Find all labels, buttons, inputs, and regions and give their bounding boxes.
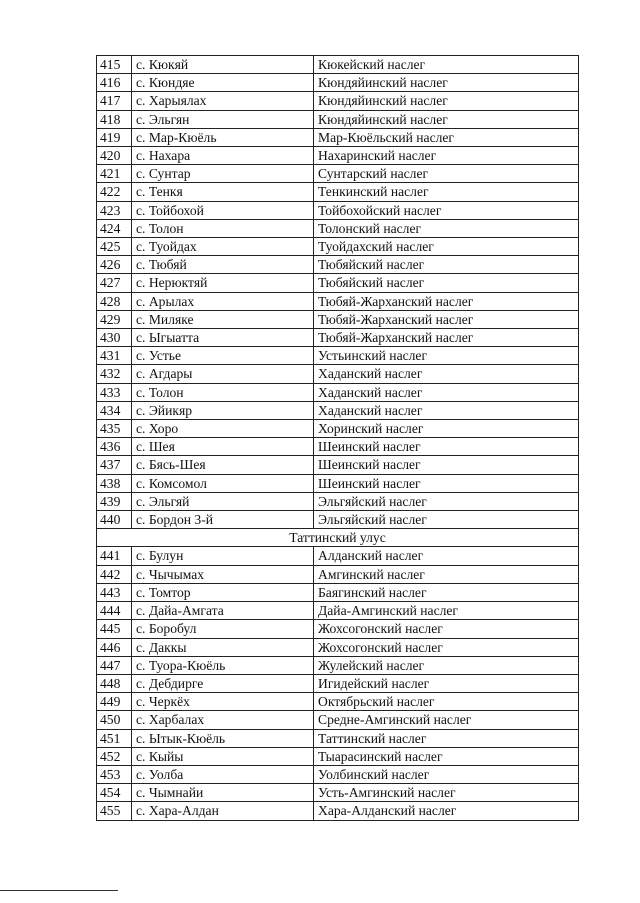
village-name: с. Миляке: [132, 310, 314, 328]
village-name: с. Чымнайи: [132, 784, 314, 802]
nasleg-name: Таттинский наслег: [314, 729, 579, 747]
nasleg-name: Нахаринский наслег: [314, 147, 579, 165]
table-row: [97, 802, 579, 820]
table-row: [97, 274, 579, 292]
row-number: 455: [97, 802, 132, 820]
row-number: 419: [97, 128, 132, 146]
table-row: [97, 383, 579, 401]
village-name: с. Дебдирге: [132, 674, 314, 692]
village-name: с. Тюбяй: [132, 256, 314, 274]
row-number: 444: [97, 602, 132, 620]
row-number: 448: [97, 674, 132, 692]
row-number: 439: [97, 492, 132, 510]
table-row: [97, 620, 579, 638]
table-row: [97, 165, 579, 183]
village-name: с. Толон: [132, 383, 314, 401]
nasleg-name: Тыарасинский наслег: [314, 747, 579, 765]
nasleg-name: Сунтарский наслег: [314, 165, 579, 183]
nasleg-name: Кюндяйинский наслег: [314, 110, 579, 128]
nasleg-name: Тюбяй-Жарханский наслег: [314, 292, 579, 310]
row-number: 452: [97, 747, 132, 765]
nasleg-name: Хаданский наслег: [314, 401, 579, 419]
village-name: с. Эльгяй: [132, 492, 314, 510]
row-number: 425: [97, 238, 132, 256]
row-number: 453: [97, 765, 132, 783]
row-number: 415: [97, 56, 132, 74]
table-row: [97, 565, 579, 583]
table-row: [97, 292, 579, 310]
nasleg-name: Жулейский наслег: [314, 656, 579, 674]
village-name: с. Комсомол: [132, 474, 314, 492]
nasleg-name: Устьинский наслег: [314, 347, 579, 365]
village-name: с. Агдары: [132, 365, 314, 383]
row-number: 424: [97, 219, 132, 237]
nasleg-name: Жохсогонский наслег: [314, 620, 579, 638]
table-row: [97, 219, 579, 237]
nasleg-name: Тойбохойский наслег: [314, 201, 579, 219]
nasleg-name: Хара-Алданский наслег: [314, 802, 579, 820]
nasleg-name: Мар-Кюёльский наслег: [314, 128, 579, 146]
settlements-table: [96, 55, 579, 821]
nasleg-name: Хаданский наслег: [314, 383, 579, 401]
table-row: [97, 656, 579, 674]
village-name: с. Мар-Кюёль: [132, 128, 314, 146]
row-number: 436: [97, 438, 132, 456]
table-body-lower: [97, 547, 579, 820]
row-number: 426: [97, 256, 132, 274]
table-row: [97, 128, 579, 146]
row-number: 434: [97, 401, 132, 419]
village-name: с. Томтор: [132, 583, 314, 601]
nasleg-name: Игидейский наслег: [314, 674, 579, 692]
table-row: [97, 511, 579, 529]
row-number: 437: [97, 456, 132, 474]
village-name: с. Кюкяй: [132, 56, 314, 74]
village-name: с. Хоро: [132, 420, 314, 438]
row-number: 423: [97, 201, 132, 219]
table-row: [97, 784, 579, 802]
village-name: с. Нерюктяй: [132, 274, 314, 292]
village-name: с. Ыгыатта: [132, 329, 314, 347]
nasleg-name: Шеинский наслег: [314, 474, 579, 492]
nasleg-name: Кюндяйинский наслег: [314, 74, 579, 92]
row-number: 454: [97, 784, 132, 802]
village-name: с. Хара-Алдан: [132, 802, 314, 820]
table-row: [97, 401, 579, 419]
nasleg-name: Хаданский наслег: [314, 365, 579, 383]
row-number: 420: [97, 147, 132, 165]
nasleg-name: Толонский наслег: [314, 219, 579, 237]
section-row: [97, 529, 579, 547]
row-number: 447: [97, 656, 132, 674]
village-name: с. Чычымах: [132, 565, 314, 583]
nasleg-name: Тюбяй-Жарханский наслег: [314, 310, 579, 328]
village-name: с. Боробул: [132, 620, 314, 638]
nasleg-name: Шеинский наслег: [314, 456, 579, 474]
row-number: 440: [97, 511, 132, 529]
nasleg-name: Эльгяйский наслег: [314, 511, 579, 529]
table-row: [97, 729, 579, 747]
row-number: 429: [97, 310, 132, 328]
table-row: [97, 347, 579, 365]
row-number: 421: [97, 165, 132, 183]
section-title: Таттинский улус: [97, 529, 579, 547]
village-name: с. Туора-Кюёль: [132, 656, 314, 674]
village-name: с. Дайа-Амгата: [132, 602, 314, 620]
nasleg-name: Тюбяйский наслег: [314, 274, 579, 292]
village-name: с. Нахара: [132, 147, 314, 165]
table-row: [97, 492, 579, 510]
village-name: с. Бордон 3-й: [132, 511, 314, 529]
village-name: с. Ытык-Кюёль: [132, 729, 314, 747]
table-row: [97, 147, 579, 165]
nasleg-name: Хоринский наслег: [314, 420, 579, 438]
village-name: с. Даккы: [132, 638, 314, 656]
village-name: с. Черкёх: [132, 693, 314, 711]
nasleg-name: Тенкинский наслег: [314, 183, 579, 201]
row-number: 441: [97, 547, 132, 565]
row-number: 433: [97, 383, 132, 401]
row-number: 417: [97, 92, 132, 110]
village-name: с. Харыялах: [132, 92, 314, 110]
table-row: [97, 747, 579, 765]
village-name: с. Тенкя: [132, 183, 314, 201]
village-name: с. Шея: [132, 438, 314, 456]
village-name: с. Булун: [132, 547, 314, 565]
row-number: 422: [97, 183, 132, 201]
village-name: с. Бясь-Шея: [132, 456, 314, 474]
village-name: с. Арылах: [132, 292, 314, 310]
nasleg-name: Кюкейский наслег: [314, 56, 579, 74]
row-number: 449: [97, 693, 132, 711]
row-number: 450: [97, 711, 132, 729]
table-row: [97, 92, 579, 110]
nasleg-name: Усть-Амгинский наслег: [314, 784, 579, 802]
village-name: с. Харбалах: [132, 711, 314, 729]
nasleg-name: Октябрьский наслег: [314, 693, 579, 711]
nasleg-name: Дайа-Амгинский наслег: [314, 602, 579, 620]
row-number: 418: [97, 110, 132, 128]
nasleg-name: Эльгяйский наслег: [314, 492, 579, 510]
table-row: [97, 238, 579, 256]
village-name: с. Устье: [132, 347, 314, 365]
row-number: 428: [97, 292, 132, 310]
nasleg-name: Средне-Амгинский наслег: [314, 711, 579, 729]
nasleg-name: Туойдахский наслег: [314, 238, 579, 256]
row-number: 431: [97, 347, 132, 365]
table-row: [97, 438, 579, 456]
nasleg-name: Амгинский наслег: [314, 565, 579, 583]
table-row: [97, 711, 579, 729]
nasleg-name: Кюндяйинский наслег: [314, 92, 579, 110]
table-row: [97, 201, 579, 219]
table-row: [97, 693, 579, 711]
nasleg-name: Баягинский наслег: [314, 583, 579, 601]
nasleg-name: Тюбяйский наслег: [314, 256, 579, 274]
row-number: 438: [97, 474, 132, 492]
row-number: 442: [97, 565, 132, 583]
nasleg-name: Жохсогонский наслег: [314, 638, 579, 656]
table-row: [97, 56, 579, 74]
table-row: [97, 765, 579, 783]
table-row: [97, 329, 579, 347]
row-number: 451: [97, 729, 132, 747]
table-row: [97, 74, 579, 92]
village-name: с. Туойдах: [132, 238, 314, 256]
row-number: 435: [97, 420, 132, 438]
table-row: [97, 638, 579, 656]
table-row: [97, 256, 579, 274]
table-row: [97, 110, 579, 128]
village-name: с. Тойбохой: [132, 201, 314, 219]
row-number: 443: [97, 583, 132, 601]
row-number: 432: [97, 365, 132, 383]
village-name: с. Сунтар: [132, 165, 314, 183]
row-number: 416: [97, 74, 132, 92]
village-name: с. Кыйы: [132, 747, 314, 765]
nasleg-name: Алданский наслег: [314, 547, 579, 565]
table-row: [97, 420, 579, 438]
village-name: с. Уолба: [132, 765, 314, 783]
village-name: с. Эйикяр: [132, 401, 314, 419]
nasleg-name: Шеинский наслег: [314, 438, 579, 456]
table-row: [97, 310, 579, 328]
nasleg-name: Тюбяй-Жарханский наслег: [314, 329, 579, 347]
table-body-upper: [97, 56, 579, 529]
village-name: с. Кюндяе: [132, 74, 314, 92]
row-number: 427: [97, 274, 132, 292]
row-number: 446: [97, 638, 132, 656]
table-row: [97, 583, 579, 601]
table-section: [97, 529, 579, 547]
nasleg-name: Уолбинский наслег: [314, 765, 579, 783]
table-row: [97, 183, 579, 201]
table-row: [97, 456, 579, 474]
footnote-separator: [0, 890, 118, 891]
table-row: [97, 602, 579, 620]
table-row: [97, 474, 579, 492]
village-name: с. Толон: [132, 219, 314, 237]
table-row: [97, 674, 579, 692]
row-number: 430: [97, 329, 132, 347]
village-name: с. Эльгян: [132, 110, 314, 128]
row-number: 445: [97, 620, 132, 638]
table-row: [97, 365, 579, 383]
table-row: [97, 547, 579, 565]
